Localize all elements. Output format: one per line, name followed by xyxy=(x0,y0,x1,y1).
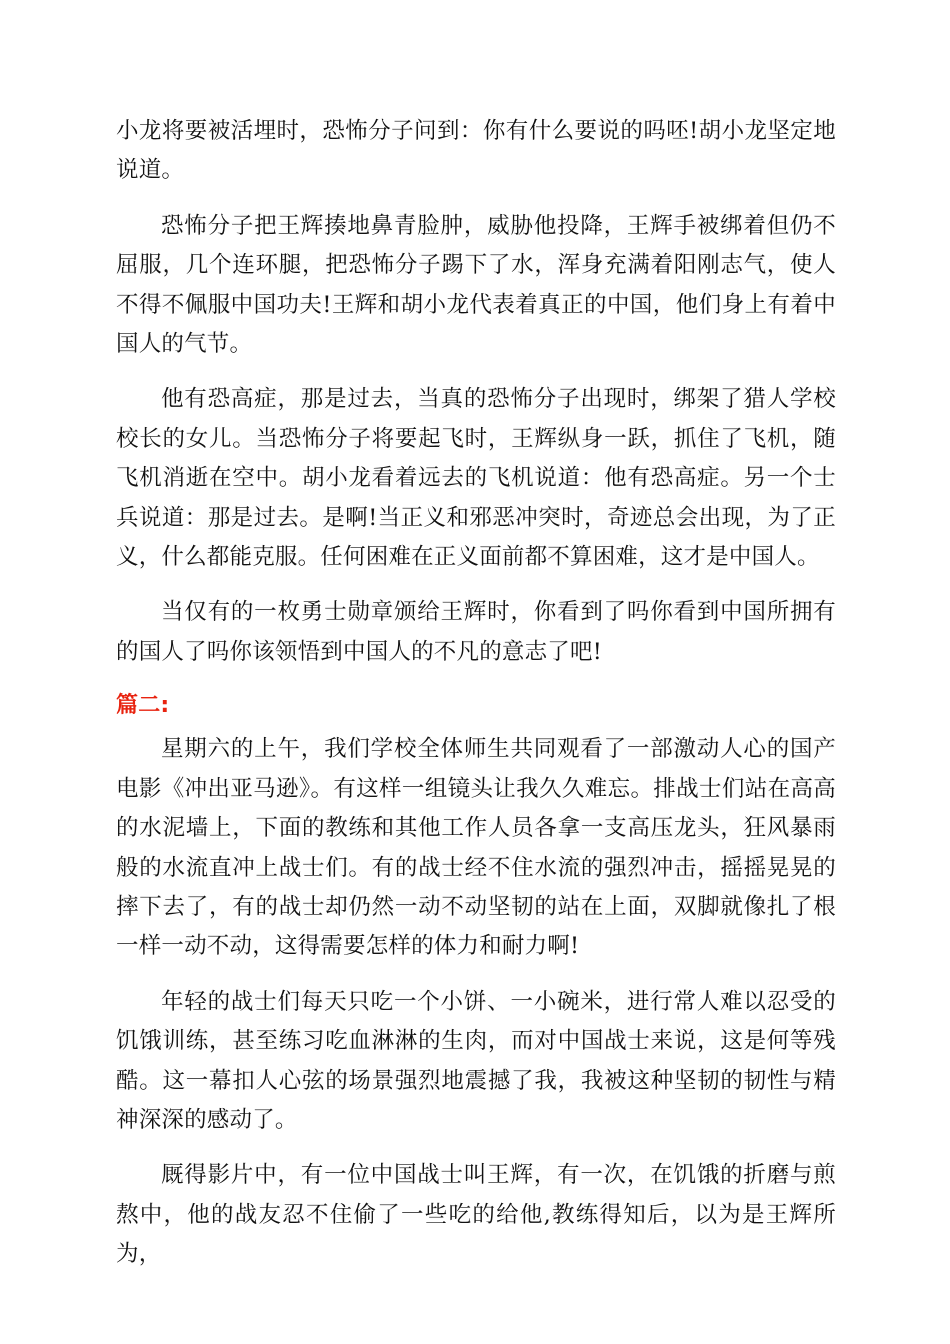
paragraph: 恐怖分子把王辉揍地鼻青脸肿，威胁他投降，王辉手被绑着但仍不屈服，几个连环腿，把恐怖分子踢下了水，浑身充满着阳刚志气，使人不得不佩服中国功夫!王辉和胡小龙代表着真正的中国，他们身上有着中国人的气节。 xyxy=(116,212,836,358)
paragraph: 星期六的上午，我们学校全体师生共同观看了一部激动人心的国产电影《冲出亚马逊》。有这样一组镜头让我久久难忘。排战士们站在高高的水泥墙上，下面的教练和其他工作人员各拿一支高压龙头，狂风暴雨般的水流直冲上战士们。有的战士经不住水流的强烈冲击，摇摇晃晃的摔下去了，有的战士却仍然一动不动坚韧的站在上面，双脚就像扎了根一样一动不动，这得需要怎样的体力和耐力啊! xyxy=(116,736,836,960)
paragraph-continued: 小龙将要被活埋时，恐怖分子问到：你有什么要说的吗呸!胡小龙坚定地说道。 xyxy=(116,118,836,184)
paragraph: 年轻的战士们每天只吃一个小饼、一小碗米，进行常人难以忍受的饥饿训练，甚至练习吃血淋淋的生肉，而对中国战士来说，这是何等残酷。这一幕扣人心弦的场景强烈地震撼了我，我被这种坚韧的韧性与精神深深的感动了。 xyxy=(116,988,836,1133)
paragraph: 当仅有的一枚勇士勋章颁给王辉时，你看到了吗你看到中国所拥有的国人了吗你该领悟到中国人的不凡的意志了吧! xyxy=(116,599,836,665)
section-heading: 篇二: xyxy=(116,693,170,719)
paragraph: 他有恐高症，那是过去，当真的恐怖分子出现时，绑架了猎人学校校长的女儿。当恐怖分子将要起飞时，王辉纵身一跃，抓住了飞机，随飞机消逝在空中。胡小龙看着远去的飞机说道：他有恐高症。另一个士兵说道：那是过去。是啊!当正义和邪恶冲突时，奇迹总会出现，为了正义，什么都能克服。任何困难在正义面前都不算困难，这才是中国人。 xyxy=(116,386,836,571)
paragraph: 厩得影片中，有一位中国战士叫王辉，有一次，在饥饿的折磨与煎熬中，他的战友忍不住偷了一些吃的给他,教练得知后，以为是王辉所为， xyxy=(116,1162,836,1268)
document-body xyxy=(116,112,836,1291)
